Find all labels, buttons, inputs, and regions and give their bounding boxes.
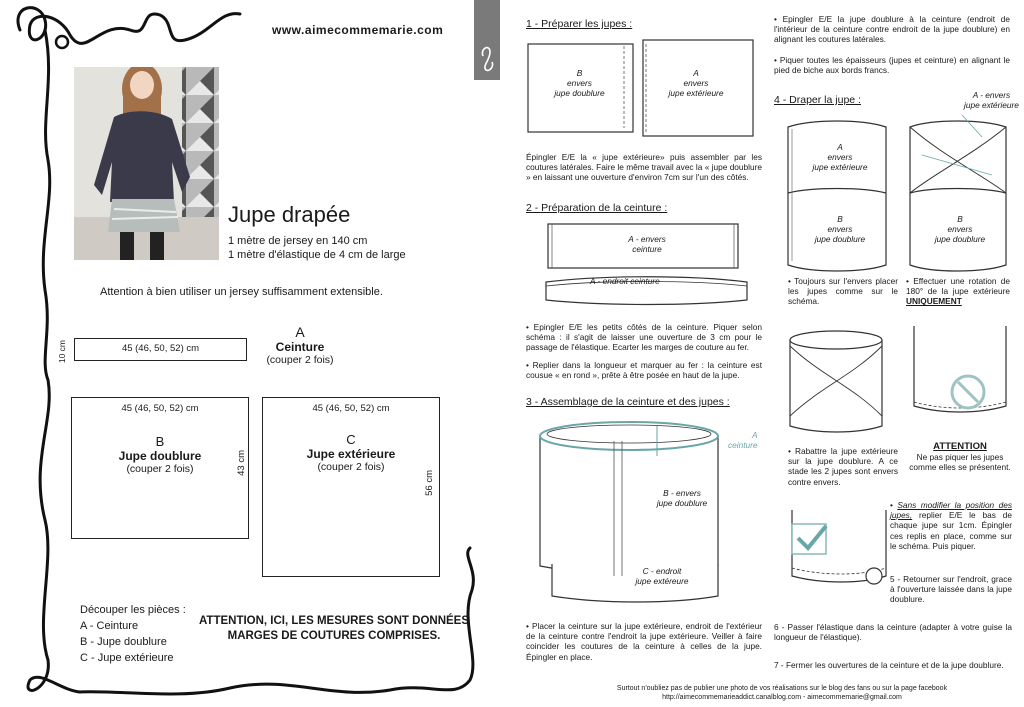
material-item: 1 mètre de jersey en 140 cm [228,235,368,247]
step2-text1: • Epingler E/E les petits côtés de la ceinture. Piquer selon schéma : il s'agit de laisser une ouverture de 3 cm pour le passage de l'élastique. Ecarter les marges de couture au fer. [526,322,762,353]
label-line: envers [827,224,853,235]
site-url: www.aimecommemarie.com [272,23,444,37]
label-line: A [837,142,843,152]
cut-item: A - Ceinture [80,620,139,632]
piece-c-pattern [262,397,440,577]
step7-text: 7 - Fermer les ouvertures de la ceinture et de la jupe doublure. [774,660,1004,670]
cut-item: B - Jupe doublure [80,636,167,648]
label-line: jupe doublure [814,234,866,245]
step4-caption1: • Toujours sur l'envers placer les jupes comme sur le schéma. [788,276,898,307]
piece-a-pattern [74,338,247,361]
label-line: B - envers [663,488,701,498]
step4-fig1-b [790,214,890,245]
brand-logo-icon [474,0,500,80]
step2-label-endroit: A - endroit ceinture [590,276,660,286]
col2-text1: • Epingler E/E la jupe doublure à la ceinture (endroit de l'intérieur de la ceinture contre endroit de la jupe doublure) en alignant les coutures latérales. [774,14,1010,45]
material-item: 1 mètre d'élastique de 4 cm de large [228,249,406,261]
piece-b-height: 43 cm [236,450,247,476]
footer-line: Surtout n'oubliez pas de publier une photo de vos réalisations sur le blog des fans ou sur la page facebook [616,685,948,692]
fold-text: replier E/E le bas de chaque jupe sur 1cm. Épingler ces replis en place, comme sur le schéma. Puis piquer. [890,510,1012,551]
label-line: B [576,68,583,78]
label-line: jupe doublure [934,234,986,245]
step2-text2: • Replier dans la longueur et marquer au fer : la ceinture est cousue « en rond », prête à être posée en haut de la jupe. [526,360,762,381]
label-line: jupe extérieure [812,162,868,173]
piece-a-height: 10 cm [57,340,67,364]
step5-text: 5 - Retourner sur l'endroit, grace à l'ouverture laissée dans la jupe doublure. [890,574,1012,605]
footer-link[interactable]: http://aimecommemarieaddict.canalblog.com - aimecommemarie@gmail.com [662,694,902,701]
step2-label-envers [582,234,712,254]
page-tab [474,0,500,80]
piece-c-letter: C [346,432,356,447]
piece-a-note: (couper 2 fois) [266,354,334,366]
label-line: A [751,430,758,440]
measure-warning [196,614,472,644]
piece-b-name: Jupe doublure [118,449,202,463]
piece-b-note: (couper 2 fois) [126,463,194,475]
piece-a-width: 45 (46, 50, 52) cm [121,343,200,354]
measure-warning-line: ATTENTION, ICI, LES MESURES SONT DONNÉES [198,615,470,627]
label-line: C - endroit [642,566,682,576]
label-line: B [837,214,843,224]
step1-b-label [532,68,627,99]
step4-label-a [964,90,1019,110]
caption-text: • Effectuer une rotation de 180° de la jupe extérieure [906,276,1010,297]
label-line: jupe doublure [656,498,708,509]
step4-fold-text [890,500,1012,551]
step1-text: Épingler E/E la « jupe extérieure» puis assembler par les coutures latérales. Faire le même travail avec la « jupe doublure » en laissant une ouverture d'environ 7cm sur l'un des côtés. [526,152,762,183]
step3-text: • Placer la ceinture sur la jupe extérieure, endroit de l'extérieur de la ceinture contre l'endroit la jupe extérieure. Veiller à faire coincider les coutures de la ceinture à celles de la jupe. Épingler en place. [526,621,762,662]
label-line: jupe extéreure [635,576,689,587]
label-line: envers [567,78,592,89]
piece-c-name: Jupe extérieure [306,447,396,461]
step3-title: 3 - Assemblage de la ceinture et des jupes : [526,396,730,408]
attention-note [908,442,1012,473]
piece-c-label [263,432,439,473]
cut-list [80,602,186,666]
attention-title: ATTENTION [933,441,987,452]
step3-label-b [632,488,732,508]
label-line: jupe extérieure [964,100,1019,111]
step4-fig2-b [910,214,1010,245]
label-line: envers [827,152,853,163]
piece-c-width: 45 (46, 50, 52) cm [312,403,390,414]
label-line: B [957,214,963,224]
step6-text: 6 - Passer l'élastique dans la ceinture (adapter à votre guise la longueur de l'élastique). [774,622,1012,643]
label-line: jupe extérieure [668,88,724,99]
piece-b-pattern [71,397,249,539]
page-footer [572,684,992,702]
label-line: ceinture [728,440,758,451]
page-title: Jupe drapée [228,202,351,227]
piece-b-label [72,434,248,475]
piece-a-label [255,324,345,366]
caption-emphasis: UNIQUEMENT [906,296,962,307]
cut-item: C - Jupe extérieure [80,652,174,664]
step4-diagrams [782,115,1022,275]
piece-c-height: 56 cm [424,470,435,496]
measure-warning-line: MARGES DE COUTURES COMPRISES. [227,630,441,642]
step4-fig1-a [790,142,890,173]
step2-title: 2 - Préparation de la ceinture : [526,202,668,214]
fold-bullet: • [890,500,898,510]
step4-caption3: • Rabattre la jupe extérieure sur la jupe doublure. A ce stade les 2 jupes sont envers contre envers. [788,446,898,487]
attention-text: Ne pas piquer les jupes comme elles se présentent. [909,452,1011,473]
step3-label-a [728,430,758,450]
label-line: A [693,68,699,78]
piece-b-width: 45 (46, 50, 52) cm [121,403,199,414]
materials-list [228,234,406,262]
right-page [512,0,1024,707]
step4-caption2 [906,276,1010,307]
step1-a-label [646,68,746,99]
label-line: envers [683,78,709,89]
fold-emphasis: Sans modifier la position des jupes, [890,500,1012,521]
model-photo [74,67,219,260]
label-line: envers [947,224,973,235]
step3-label-c [612,566,712,586]
piece-a-name: Ceinture [275,340,325,354]
label-line: A - envers [628,234,666,244]
step1-title: 1 - Préparer les jupes : [526,18,633,30]
label-line: A - envers [972,90,1011,100]
col2-text2: • Piquer toutes les épaisseurs (jupes et ceinture) en alignant le pied de biche aux bords francs. [774,55,1010,76]
step4-diagrams-row2 [782,326,1022,446]
label-line: ceinture [632,244,662,255]
piece-c-note: (couper 2 fois) [317,461,385,473]
step4-title: 4 - Draper la jupe : [774,94,861,106]
piece-b-letter: B [155,434,165,449]
jersey-warning: Attention à bien utiliser un jersey suffisamment extensible. [100,286,383,298]
piece-a-letter: A [295,324,305,340]
cut-title: Découper les pièces : [80,604,186,616]
step4-fold-diagram [782,506,892,596]
label-line: jupe doublure [554,88,605,99]
